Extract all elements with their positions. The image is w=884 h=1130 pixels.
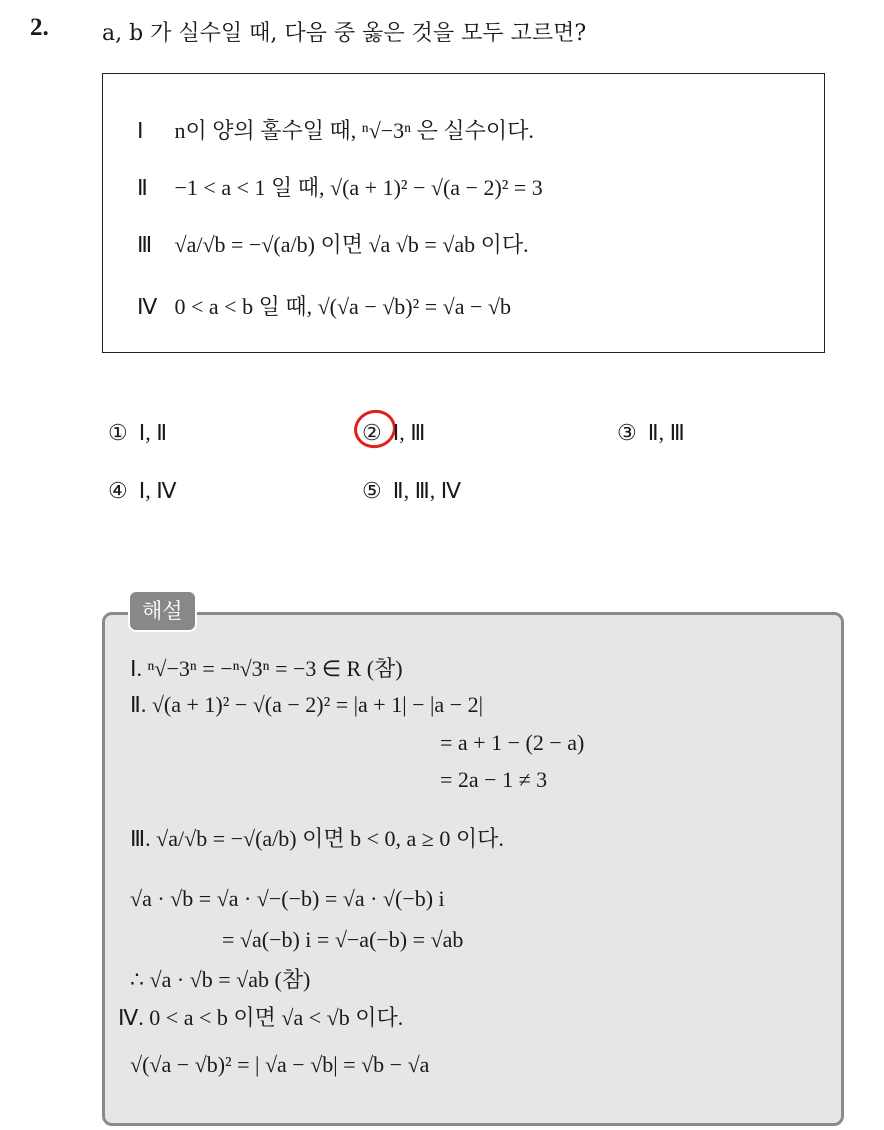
choice-5[interactable] xyxy=(362,478,461,504)
solution-line-7: = √a(−b) i = √−a(−b) = √ab xyxy=(222,927,464,952)
solution-line-3: = a + 1 − (2 − a) xyxy=(440,730,585,755)
solution-line-6: √a · √b = √a · √−(−b) = √a · √(−b) i xyxy=(130,886,445,911)
statement-4-text: 0 < a < b 일 때, √(√a − √b)² = √a − √b xyxy=(174,294,511,319)
statement-1 xyxy=(137,114,534,145)
choice-3-number: ③ xyxy=(617,420,637,445)
statement-4-label: Ⅳ xyxy=(137,294,158,319)
choice-3[interactable] xyxy=(617,420,685,446)
statements-box xyxy=(102,73,825,353)
statement-4 xyxy=(137,290,511,321)
choice-4-text: Ⅰ, Ⅳ xyxy=(138,478,177,503)
solution-box xyxy=(102,612,844,1126)
question-number: 2. xyxy=(30,14,49,41)
choice-4-number: ④ xyxy=(108,478,128,503)
choice-1[interactable] xyxy=(108,420,167,446)
choice-5-text: Ⅱ, Ⅲ, Ⅳ xyxy=(392,478,462,503)
statement-3-text: √a/√b = −√(a/b) 이면 √a √b = √ab 이다. xyxy=(174,232,529,257)
choice-2[interactable] xyxy=(362,420,425,446)
statement-1-text: n이 양의 홀수일 때, ⁿ√−3ⁿ 은 실수이다. xyxy=(174,118,534,143)
choice-5-number: ⑤ xyxy=(362,478,382,503)
statement-1-label: Ⅰ xyxy=(137,118,144,143)
solution-line-8: ∴ √a · √b = √ab (참) xyxy=(130,967,311,992)
choice-4[interactable] xyxy=(108,478,177,504)
statement-2-label: Ⅱ xyxy=(137,175,148,200)
solution-line-5: Ⅲ. √a/√b = −√(a/b) 이면 b < 0, a ≥ 0 이다. xyxy=(130,826,504,851)
solution-line-9: Ⅳ. 0 < a < b 이면 √a < √b 이다. xyxy=(118,1005,404,1030)
question-text: a, b 가 실수일 때, 다음 중 옳은 것을 모두 고르면? xyxy=(102,21,587,46)
solution-tag: 해설 xyxy=(128,590,197,632)
statement-2-text: −1 < a < 1 일 때, √(a + 1)² − √(a − 2)² = 3 xyxy=(174,175,543,200)
statement-3 xyxy=(137,228,529,259)
statement-3-label: Ⅲ xyxy=(137,232,153,257)
choice-1-number: ① xyxy=(108,420,128,445)
choice-2-number: ② xyxy=(362,420,382,445)
solution-line-4: = 2a − 1 ≠ 3 xyxy=(440,767,548,792)
statement-2 xyxy=(137,171,543,202)
solution-line-2: Ⅱ. √(a + 1)² − √(a − 2)² = |a + 1| − |a − 2| xyxy=(130,692,483,717)
choice-2-text: Ⅰ, Ⅲ xyxy=(392,420,426,445)
solution-line-1: Ⅰ. ⁿ√−3ⁿ = −ⁿ√3ⁿ = −3 ∈ R (참) xyxy=(130,656,403,681)
choice-3-text: Ⅱ, Ⅲ xyxy=(647,420,685,445)
choice-1-text: Ⅰ, Ⅱ xyxy=(138,420,168,445)
solution-line-10: √(√a − √b)² = | √a − √b| = √b − √a xyxy=(130,1052,430,1077)
